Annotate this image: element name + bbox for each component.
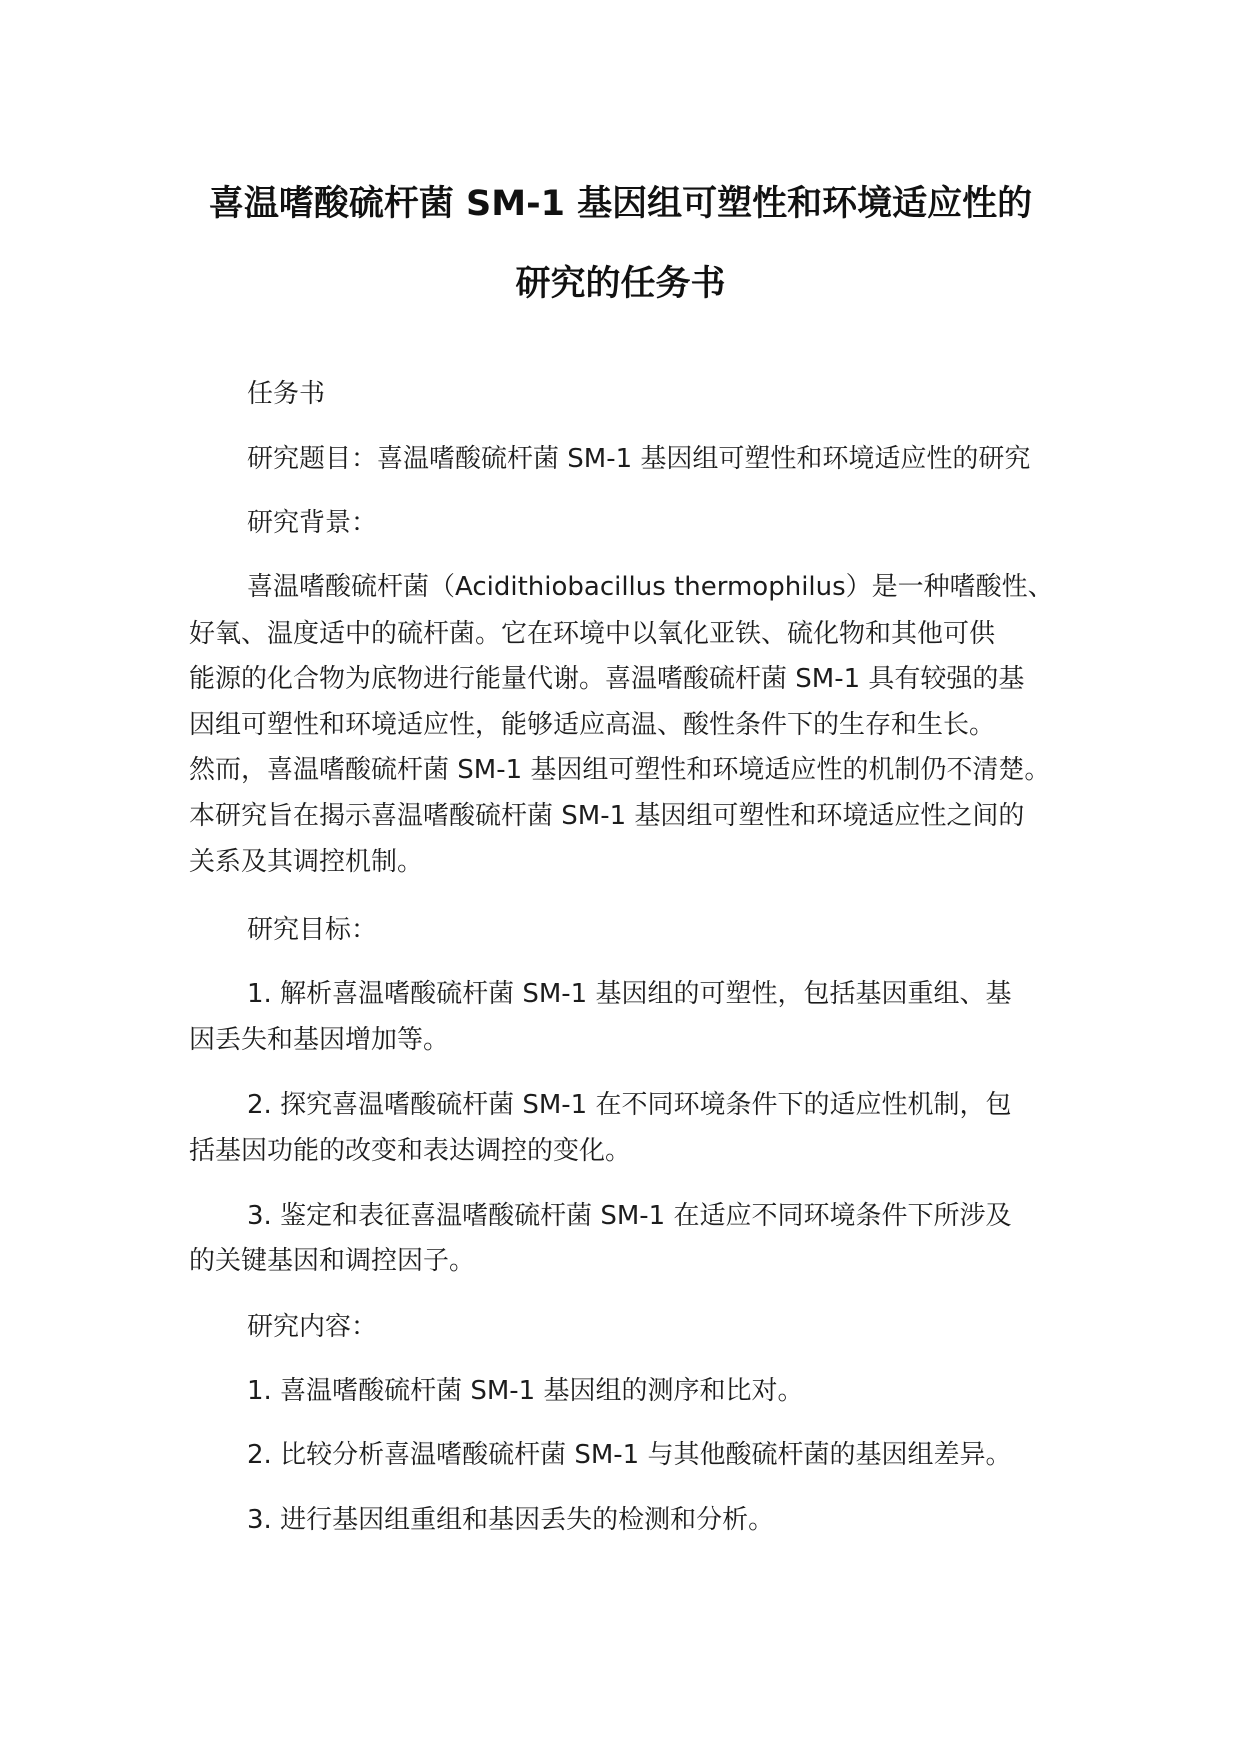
- content-item: 2. 比较分析喜温嗜酸硫杆菌 SM-1 与其他酸硫杆菌的基因组差异。: [247, 1440, 1012, 1470]
- objective-item-line: 括基因功能的改变和表达调控的变化。: [189, 1136, 632, 1166]
- objective-item-line: 3. 鉴定和表征喜温嗜酸硫杆菌 SM-1 在适应不同环境条件下所涉及: [247, 1201, 1012, 1231]
- background-paragraph-line: 好氧、温度适中的硫杆菌。它在环境中以氧化亚铁、硫化物和其他可供: [189, 619, 996, 649]
- objective-item-line: 2. 探究喜温嗜酸硫杆菌 SM-1 在不同环境条件下的适应性机制，包: [247, 1090, 1012, 1120]
- section-heading-background: 研究背景：: [247, 508, 378, 538]
- document-title-line-2: 研究的任务书: [515, 264, 726, 304]
- background-paragraph-line: 能源的化合物为底物进行能量代谢。喜温嗜酸硫杆菌 SM-1 具有较强的基: [189, 664, 1025, 694]
- background-paragraph-line: 关系及其调控机制。: [189, 847, 424, 877]
- section-heading-objectives: 研究目标：: [247, 915, 378, 945]
- research-topic: 研究题目：喜温嗜酸硫杆菌 SM-1 基因组可塑性和环境适应性的研究: [247, 444, 1031, 474]
- background-paragraph-line: 因组可塑性和环境适应性，能够适应高温、酸性条件下的生存和生长。: [189, 710, 996, 740]
- background-paragraph-line: 然而，喜温嗜酸硫杆菌 SM-1 基因组可塑性和环境适应性的机制仍不清楚。: [189, 755, 1051, 785]
- document-title-line-1: 喜温嗜酸硫杆菌 SM-1 基因组可塑性和环境适应性的: [208, 184, 1033, 224]
- background-paragraph-line: 本研究旨在揭示喜温嗜酸硫杆菌 SM-1 基因组可塑性和环境适应性之间的: [189, 801, 1025, 831]
- content-item: 3. 进行基因组重组和基因丢失的检测和分析。: [247, 1505, 775, 1535]
- section-heading-task: 任务书: [247, 379, 326, 409]
- objective-item-line: 的关键基因和调控因子。: [189, 1246, 476, 1276]
- objective-item-line: 1. 解析喜温嗜酸硫杆菌 SM-1 基因组的可塑性，包括基因重组、基: [247, 979, 1012, 1009]
- content-item: 1. 喜温嗜酸硫杆菌 SM-1 基因组的测序和比对。: [247, 1376, 804, 1406]
- section-heading-content: 研究内容：: [247, 1312, 378, 1342]
- objective-item-line: 因丢失和基因增加等。: [189, 1025, 450, 1055]
- background-paragraph-line: 喜温嗜酸硫杆菌（Acidithiobacillus thermophilus）是一种嗜酸性、: [247, 572, 1054, 602]
